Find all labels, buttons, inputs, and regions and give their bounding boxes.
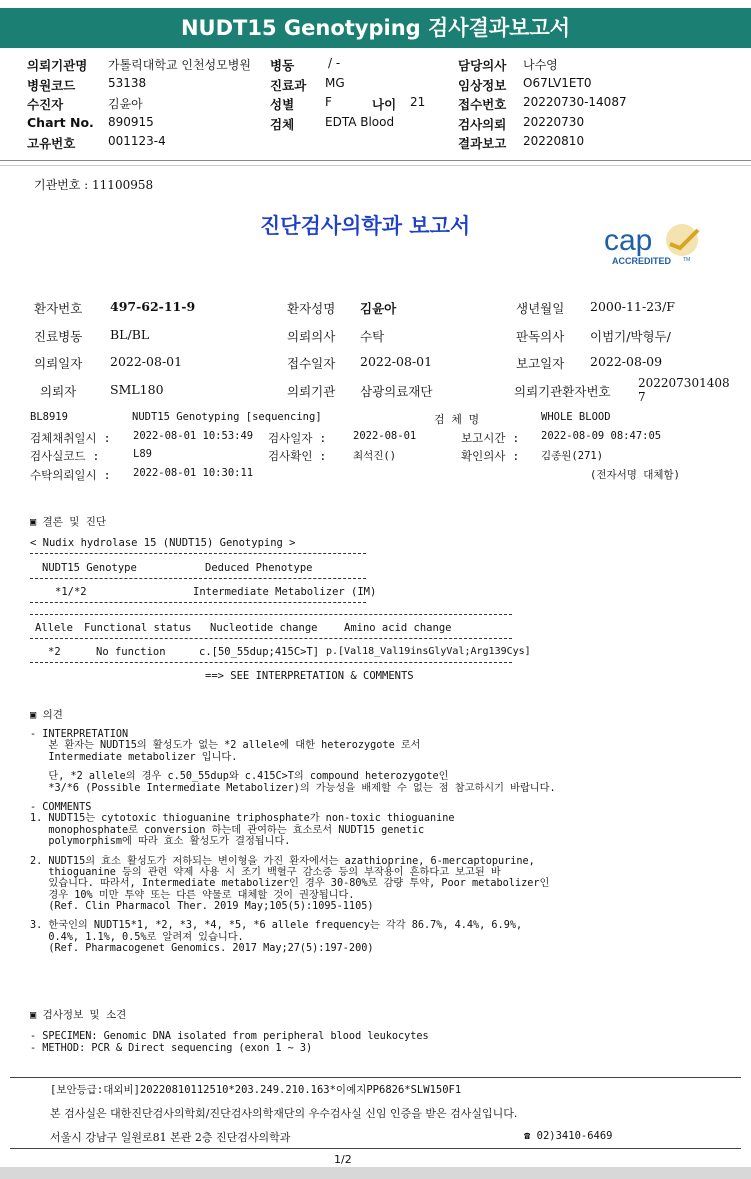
hdr-label: 접수번호 bbox=[458, 97, 507, 112]
lab-phone: ☎ 02)3410-6469 bbox=[524, 1130, 613, 1142]
patient-name: 김윤아 bbox=[360, 301, 397, 316]
specimen-label: 검 체 명 bbox=[434, 413, 480, 426]
patient-label: 의뢰자 bbox=[40, 384, 77, 399]
hdr-value: 20220730 bbox=[523, 115, 585, 129]
patient-value: 2022-08-01 bbox=[360, 354, 433, 369]
cap-brand: cap bbox=[604, 224, 653, 257]
cap-seal-icon bbox=[666, 224, 698, 256]
hdr-value: 53138 bbox=[108, 76, 147, 90]
dashed-rule bbox=[30, 602, 366, 603]
patient-label: 보고일자 bbox=[516, 356, 565, 371]
hdr-label: 진료과 bbox=[270, 78, 307, 93]
patient-value: 2022-08-09 bbox=[590, 354, 663, 369]
method-line: - METHOD: PCR & Direct sequencing (exon 1 ~ 3) bbox=[30, 1043, 313, 1054]
allele-cell: No function bbox=[96, 646, 166, 658]
col-header: Deduced Phenotype bbox=[205, 562, 313, 574]
hdr-label: 담당의사 bbox=[458, 58, 507, 73]
hdr-value: O67LV1ET0 bbox=[523, 76, 592, 90]
patient-label: 의뢰기관환자번호 bbox=[514, 384, 611, 399]
cap-sub: ACCREDITED bbox=[612, 256, 672, 266]
hdr-label: Chart No. bbox=[27, 115, 94, 130]
opinion-line: 있습니다. 따라서, Intermediate metabolizer인 경우 30-80%로 감량 투약, Poor metabolizer인 bbox=[30, 878, 550, 890]
col-header: NUDT15 Genotype bbox=[42, 562, 137, 574]
opinion-line: - INTERPRETATION bbox=[30, 729, 129, 740]
opinion-line bbox=[30, 795, 556, 803]
hdr-value: MG bbox=[325, 76, 345, 90]
patient-label: 의뢰일자 bbox=[34, 356, 83, 371]
genotype-value: *1/*2 bbox=[55, 586, 87, 598]
patient-label: 진료병동 bbox=[34, 329, 83, 344]
opinion-line: 0.4%, 1.1%, 0.5%로 알려져 있습니다. bbox=[30, 931, 244, 943]
patient-value: 이범기/박형두/ bbox=[590, 329, 671, 344]
hdr-value: 김윤아 bbox=[108, 97, 143, 111]
cap-tm: TM bbox=[683, 257, 691, 263]
opinion-line: 본 환자는 NUDT15의 활성도가 없는 *2 allele에 대한 heterozygote 로서 bbox=[30, 740, 421, 752]
hdr-value: 20220810 bbox=[523, 134, 585, 148]
patient-value: 수탁 bbox=[360, 329, 385, 344]
test-name: NUDT15 Genotyping [sequencing] bbox=[132, 411, 322, 423]
footer-rule bbox=[10, 1077, 741, 1078]
patient-label: 접수일자 bbox=[287, 356, 336, 371]
opinion-line: polymorphism에 따라 효소 활성도가 결정됩니다. bbox=[30, 836, 291, 848]
section-heading: ▣ 검사정보 및 소견 bbox=[30, 1009, 127, 1021]
patient-label: 의뢰의사 bbox=[287, 329, 336, 344]
opinion-line: (Ref. Clin Pharmacol Ther. 2019 May;105(5):1095-1105) bbox=[30, 901, 374, 913]
test-label: 검사확인 : bbox=[268, 449, 327, 463]
opinion-line: thioguanine 등의 관련 약제 사용 시 조기 백혈구 감소증 등의 부작용이 흔하다고 보고된 바 bbox=[30, 866, 501, 878]
test-value: 2022-08-01 10:30:11 bbox=[133, 467, 254, 479]
allele-col: Allele bbox=[35, 622, 73, 634]
age-label: 나이 bbox=[372, 97, 397, 112]
hdr-label: 결과보고 bbox=[458, 136, 507, 151]
gene-title: < Nudix hydrolase 15 (NUDT15) Genotyping > bbox=[30, 537, 296, 549]
test-label: 수탁의뢰일시 : bbox=[30, 468, 111, 482]
opinion-line: 1. NUDT15는 cytotoxic thioguanine triphosphate가 non-toxic thioguanine bbox=[30, 813, 455, 825]
test-value: 2022-08-01 10:53:49 bbox=[133, 430, 254, 442]
method-line: - SPECIMEN: Genomic DNA isolated from peripheral blood leukocytes bbox=[30, 1031, 429, 1042]
opinion-line: 3. 한국인의 NUDT15*1, *2, *3, *4, *5, *6 allele frequency는 각각 86.7%, 4.4%, 6.9%, bbox=[30, 920, 523, 932]
phenotype-value: Intermediate Metabolizer (IM) bbox=[193, 586, 377, 598]
dashed-rule bbox=[30, 578, 366, 579]
hdr-value: 나수영 bbox=[523, 58, 558, 72]
opinion-line: monophosphate로 conversion 하는데 관여하는 효소로서 NUDT15 genetic bbox=[30, 824, 425, 836]
hdr-label: 임상정보 bbox=[458, 78, 507, 93]
test-label: 확인의사 : bbox=[461, 449, 520, 463]
hdr-label: 병원코드 bbox=[27, 78, 76, 93]
hdr-value: 20220730-14087 bbox=[523, 95, 627, 109]
allele-cell: p.[Val18_Val19insGlyVal;Arg139Cys] bbox=[326, 646, 531, 657]
opinion-line: 단, *2 allele의 경우 c.50_55dup와 c.415C>T의 compound heterozygote인 bbox=[30, 771, 449, 783]
patient-value: BL/BL bbox=[110, 327, 150, 342]
header-divider bbox=[0, 165, 751, 166]
e-signature-note: (전자서명 대체함) bbox=[590, 469, 680, 481]
dashed-rule bbox=[30, 662, 512, 663]
header-divider bbox=[0, 160, 751, 161]
cap-accredited-logo bbox=[600, 218, 710, 270]
patient-label: 판독의사 bbox=[516, 329, 565, 344]
hdr-value: 001123-4 bbox=[108, 134, 166, 148]
hdr-value: 가톨릭대학교 인천성모병원 bbox=[108, 58, 251, 72]
dashed-rule bbox=[30, 614, 512, 615]
patient-value: 2022-08-01 bbox=[110, 354, 183, 369]
dashed-rule bbox=[30, 553, 366, 554]
patient-value: 삼광의료재단 bbox=[360, 384, 433, 399]
lab-address: 서울시 강남구 일원로81 본관 2층 진단검사의학과 bbox=[50, 1131, 291, 1144]
allele-cell: c.[50_55dup;415C>T] bbox=[199, 646, 320, 658]
department-title: 진단검사의학과 보고서 bbox=[260, 214, 471, 238]
opinion-line: Intermediate metabolizer 입니다. bbox=[30, 751, 238, 763]
hdr-label: 성별 bbox=[270, 97, 295, 112]
page-number: 1/2 bbox=[334, 1153, 352, 1166]
security-line: [보안등급:대외비]20220810112510*203.249.210.163*이예지PP6826*SLW150F1 bbox=[50, 1084, 462, 1096]
age-value: 21 bbox=[410, 95, 426, 109]
patient-value: 2000-11-23/F bbox=[590, 299, 675, 314]
patient-value: SML180 bbox=[110, 382, 164, 397]
hdr-value: F bbox=[325, 95, 332, 109]
footer-rule bbox=[10, 1148, 741, 1149]
test-value: 최석진() bbox=[353, 450, 397, 462]
hdr-label: 수진자 bbox=[27, 97, 64, 112]
patient-label: 생년월일 bbox=[516, 301, 565, 316]
report-title: NUDT15 Genotyping 검사결과보고서 bbox=[0, 8, 751, 48]
hdr-label: 고유번호 bbox=[27, 136, 76, 151]
allele-col: Functional status bbox=[84, 622, 192, 634]
test-label: 검사일자 : bbox=[268, 431, 327, 445]
certification-note: 본 검사실은 대한진단검사의학회/진단검사의학재단의 우수검사실 신임 인증을 받은 검사실입니다. bbox=[50, 1107, 518, 1120]
opinion-line: 2. NUDT15의 효소 활성도가 저하되는 변이형을 가진 환자에서는 azathioprine, 6-mercaptopurine, bbox=[30, 855, 535, 867]
patient-value-cont: 7 bbox=[638, 390, 646, 404]
opinion-line: 경우 10% 미만 투약 또는 다른 약물로 대체할 것이 권장됩니다. bbox=[30, 889, 355, 901]
test-value: 김종원(271) bbox=[541, 450, 604, 462]
page-gutter bbox=[0, 1167, 751, 1179]
test-label: 보고시간 : bbox=[461, 431, 520, 445]
allele-col: Nucleotide change bbox=[210, 622, 318, 634]
hdr-value: 890915 bbox=[108, 115, 154, 129]
hdr-label: 의뢰기관명 bbox=[27, 58, 88, 73]
hdr-label: 병동 bbox=[270, 58, 295, 73]
allele-cell: *2 bbox=[48, 646, 61, 658]
hdr-value: EDTA Blood bbox=[325, 115, 395, 129]
opinion-text bbox=[30, 730, 556, 956]
see-interpretation: ==> SEE INTERPRETATION & COMMENTS bbox=[205, 670, 414, 682]
allele-col: Amino acid change bbox=[344, 622, 452, 634]
test-value: 2022-08-01 bbox=[353, 430, 417, 442]
section-heading: ▣ 결론 및 진단 bbox=[30, 516, 107, 528]
org-number: 기관번호 : 11100958 bbox=[34, 178, 154, 192]
hdr-value: / - bbox=[328, 56, 341, 70]
patient-label: 의뢰기관 bbox=[287, 384, 336, 399]
hdr-label: 검사의뢰 bbox=[458, 117, 507, 132]
patient-label: 환자번호 bbox=[34, 301, 83, 316]
dashed-rule bbox=[30, 638, 512, 639]
patient-id: 497-62-11-9 bbox=[110, 299, 196, 314]
section-heading: ▣ 의견 bbox=[30, 709, 63, 721]
test-code: BL8919 bbox=[30, 411, 68, 423]
specimen-value: WHOLE BLOOD bbox=[541, 411, 611, 423]
opinion-line: (Ref. Pharmacogenet Genomics. 2017 May;27(5):197-200) bbox=[30, 943, 374, 955]
hdr-label: 검체 bbox=[270, 117, 295, 132]
test-value: L89 bbox=[133, 448, 152, 460]
test-label: 검체채취일시 : bbox=[30, 431, 111, 445]
opinion-line: *3/*6 (Possible Intermediate Metabolizer)의 가능성을 배제할 수 없는 점 참고하시기 바랍니다. bbox=[30, 782, 556, 794]
patient-label: 환자성명 bbox=[287, 301, 336, 316]
opinion-line: - COMMENTS bbox=[30, 801, 92, 813]
patient-value: 202207301408 bbox=[638, 376, 730, 390]
test-label: 검사실코드 : bbox=[30, 449, 100, 463]
test-value: 2022-08-09 08:47:05 bbox=[541, 430, 662, 442]
